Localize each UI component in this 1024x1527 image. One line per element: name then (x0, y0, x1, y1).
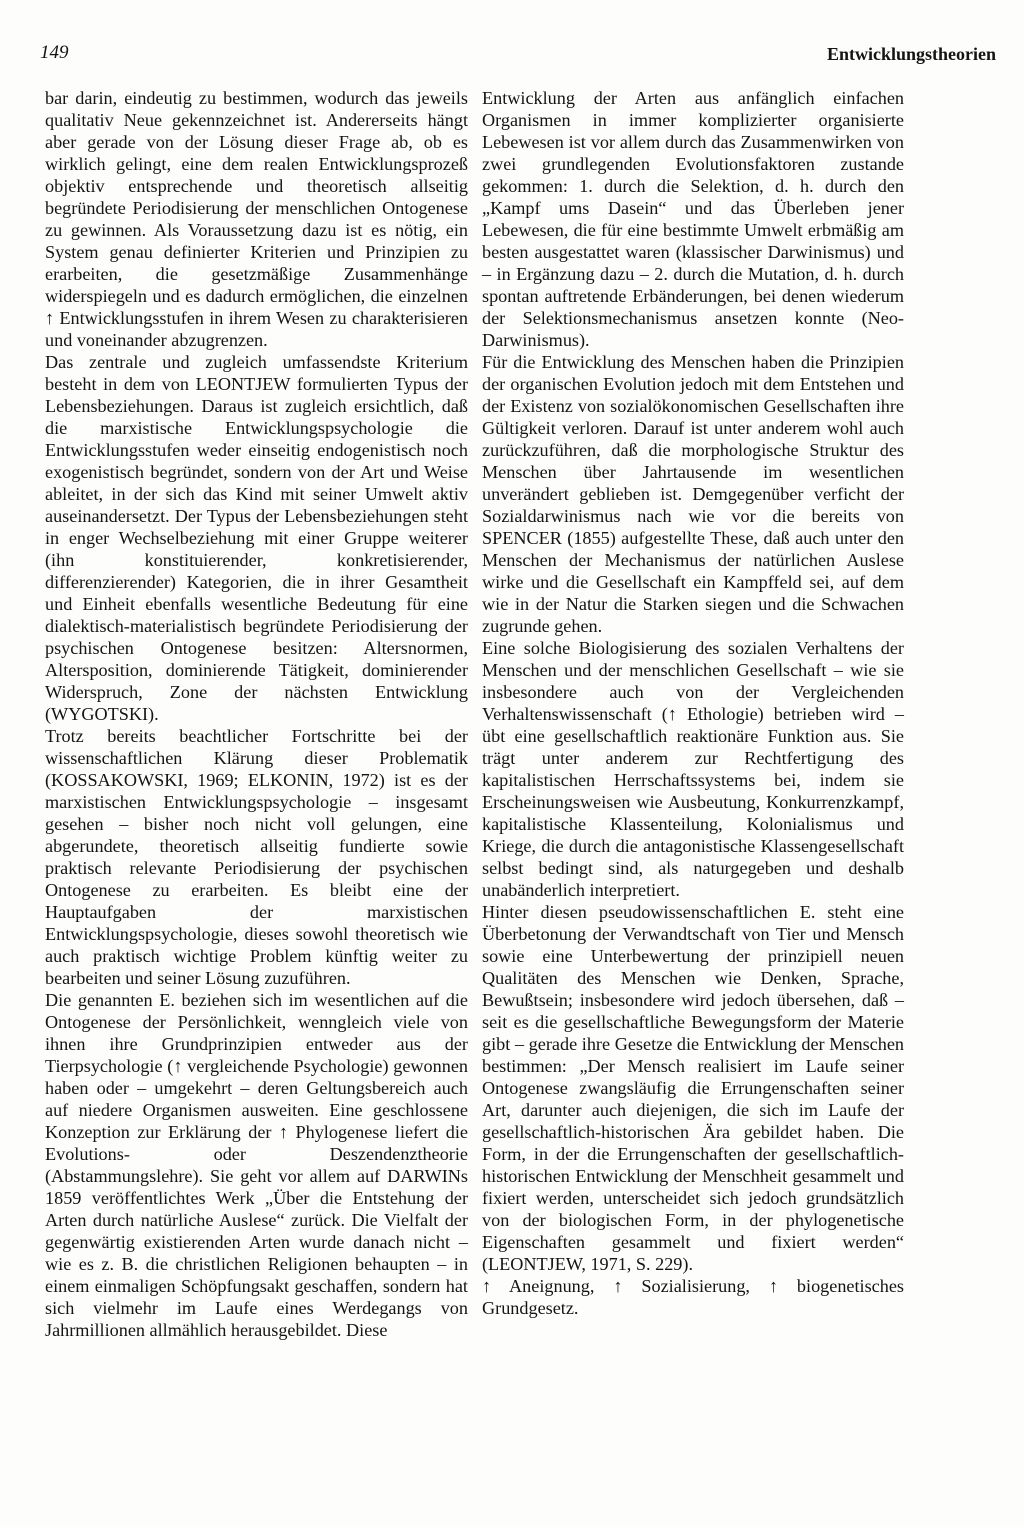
paragraph: Die genannten E. beziehen sich im wesentlichen auf die Ontogenese der Persönlichkeit, wenngleich viele von ihnen ihre Grundprinzipien entweder aus der Tierpsychologie (↑ vergleichende Psychologie) gewonnen haben oder – umgekehrt – deren Geltungsbereich auch auf niedere Organismen ausweiten. Eine geschlossene Konzeption zur Erklärung der ↑ Phylogenese liefert die Evolutions- oder Deszendenztheorie (Abstammungslehre). Sie geht vor allem auf DARWINs 1859 veröffentlichtes Werk „Über die Entstehung der Arten durch natürliche Auslese“ zurück. Die Vielfalt der gegenwärtig existierenden Arten wurde danach nicht – wie es z. B. die christlichen Religionen behaupten – in einem einmaligen Schöpfungsakt geschaffen, sondern hat sich vielmehr im Laufe eines Werdegangs von Jahrmillionen allmählich herausgebildet. Diese (45, 990, 468, 1340)
see-also-references: ↑ Aneignung, ↑ Sozialisierung, ↑ biogenetisches Grundgesetz. (482, 1276, 904, 1318)
paragraph: Entwicklung der Arten aus anfänglich einfachen Organismen in immer komplizierter organisierte Lebewesen ist vor allem durch das Zusammenwirken von zwei grundlegenden Evolutionsfaktoren zustande gekommen: 1. durch die Selektion, d. h. durch den „Kampf ums Dasein“ und das Überleben jener Lebewesen, die für eine bestimmte Umwelt erbmäßig am besten ausgestattet waren (klassischer Darwinismus) und – in Ergänzung dazu – 2. durch die Mutation, d. h. durch spontan auftretende Erbänderungen, bei denen wiederum der Selektionsmechanismus ansetzen konnte (Neo-Darwinismus). (482, 88, 904, 350)
running-head: Entwicklungstheorien (826, 44, 996, 64)
page-number: 149 (40, 42, 69, 63)
right-column (482, 87, 904, 1319)
paragraph: Trotz bereits beachtlicher Fortschritte bei der wissenschaftlichen Klärung dieser Problematik (KOSSAKOWSKI, 1969; ELKONIN, 1972) ist es der marxistischen Entwicklungspsychologie – insgesamt gesehen – bisher noch nicht voll gelungen, eine abgerundete, theoretisch allseitig fundierte sowie praktisch relevante Periodisierung der psychischen Ontogenese zu erarbeiten. Es bleibt eine der Hauptaufgaben der marxistischen Entwicklungspsychologie, dieses sowohl theoretisch wie auch praktisch wichtige Problem künftig weiter zu bearbeiten und seiner Lösung zuzuführen. (45, 726, 468, 988)
paragraph: Eine solche Biologisierung des sozialen Verhaltens der Menschen und der menschlichen Gesellschaft – wie sie insbesondere auch von der Vergleichenden Verhaltenswissenschaft (↑ Ethologie) betrieben wird – übt eine gesellschaftlich reaktionäre Funktion aus. Sie trägt unter anderem zur Rechtfertigung des kapitalistischen Herrschaftssystems bei, indem sie Erscheinungsweisen wie Ausbeutung, Konkurrenzkampf, kapitalistische Klassenteilung, Kolonialismus und Kriege, die durch die antagonistische Klassengesellschaft selbst bedingt sind, als naturgegeben und deshalb unabänderlich interpretiert. (482, 638, 904, 900)
paragraph: bar darin, eindeutig zu bestimmen, wodurch das jeweils qualitativ Neue gekennzeichnet ist. Andererseits hängt aber gerade von der Lösung dieser Frage ab, ob es wirklich gelingt, eine dem realen Entwicklungsprozeß objektiv entsprechende und theoretisch allseitig begründete Periodisierung der menschlichen Ontogenese zu gewinnen. Als Voraussetzung dazu ist es nötig, ein System genau definierter Kriterien und Prinzipien zu erarbeiten, die gesetzmäßige Zusammenhänge widerspiegeln und es dadurch ermöglichen, die einzelnen ↑ Entwicklungsstufen in ihrem Wesen zu charakterisieren und voneinander abzugrenzen. (45, 88, 468, 350)
paragraph: Das zentrale und zugleich umfassendste Kriterium besteht in dem von LEONTJEW formulierten Typus der Lebensbeziehungen. Daraus ist zugleich ersichtlich, daß die marxistische Entwicklungspsychologie die Entwicklungsstufen weder einseitig endogenistisch noch exogenistisch begründet, sondern von der Art und Weise ableitet, in der sich das Kind mit seiner Umwelt aktiv auseinandersetzt. Der Typus der Lebensbeziehungen steht in enger Wechselbeziehung mit einer Gruppe weiterer (ihn konstituierender, konkretisierender, differenzierender) Kategorien, die in ihrer Gesamtheit und Einheit ebenfalls wesentliche Bedeutung für eine dialektisch-materialistisch begründete Periodisierung der psychischen Ontogenese besitzen: Altersnormen, Altersposition, dominierende Tätigkeit, dominierender Widerspruch, Zone der nächsten Entwicklung (WYGOTSKI). (45, 352, 468, 724)
paragraph: Hinter diesen pseudowissenschaftlichen E. steht eine Überbetonung der Verwandtschaft von Tier und Mensch sowie eine Unterbewertung der prinzipiell neuen Qualitäten des Menschen wie Denken, Sprache, Bewußtsein; insbesondere wird jedoch übersehen, daß – seit es die gesellschaftliche Bewegungsform der Materie gibt – gerade ihre Gesetze die Entwicklung der Menschen bestimmen: „Der Mensch realisiert im Laufe seiner Ontogenese zwangsläufig die Errungenschaften seiner Art, darunter auch diejenigen, die sich im Laufe der gesellschaftlich-historischen Ära gebildet haben. Die Form, in der die Errungenschaften der gesellschaftlich-historischen Entwicklung der Menschheit gesammelt und fixiert werden, unterscheidet sich jedoch grundsätzlich von der biologischen Form, in der phylogenetische Eigenschaften gesammelt und fixiert werden“ (LEONTJEW, 1971, S. 229). (482, 902, 904, 1274)
paragraph: Für die Entwicklung des Menschen haben die Prinzipien der organischen Evolution jedoch mit dem Entstehen und der Existenz von sozialökonomischen Gesellschaften ihre Gültigkeit verloren. Darauf ist unter anderem wohl auch zurückzuführen, daß die morphologische Struktur des Menschen über Jahrtausende im wesentlichen unverändert geblieben ist. Demgegenüber verficht der Sozialdarwinismus nach wie vor die bereits von SPENCER (1855) aufgestellte These, daß auch unter den Menschen der Mechanismus der natürlichen Auslese wirke und die Gesellschaft ein Kampffeld sei, auf dem wie in der Natur die Starken siegen und die Schwachen zugrunde gehen. (482, 352, 904, 636)
left-column (45, 87, 468, 1341)
